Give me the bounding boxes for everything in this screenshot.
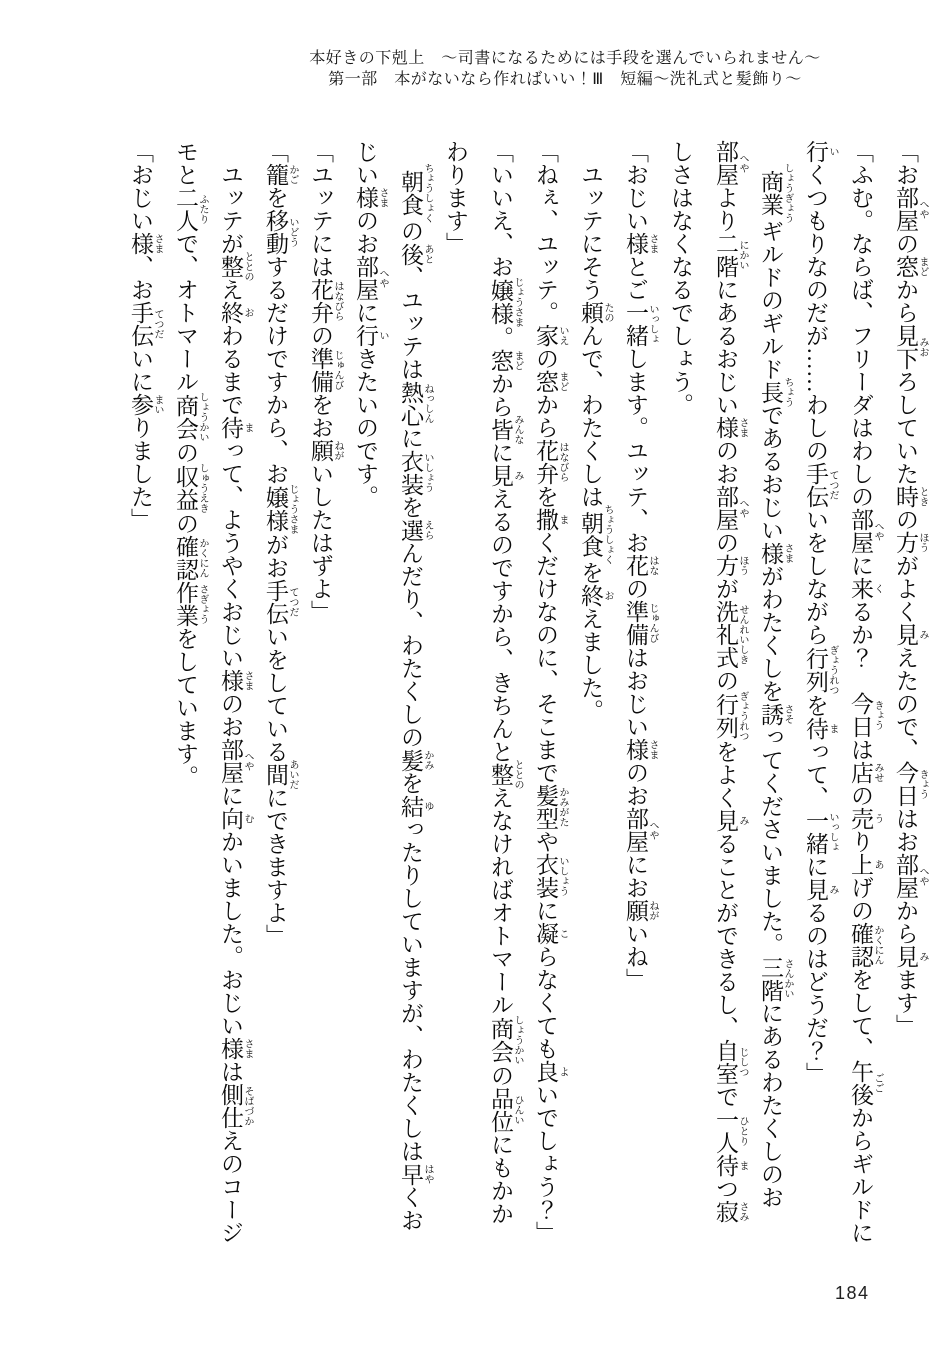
- ruby-annotated-text: 後 あと: [398, 242, 433, 266]
- ruby-annotated-text: 嬢様 じょうさま: [263, 484, 298, 534]
- paragraph: 「いいえ、お嬢様 じょうさま。窓 まどから皆 みんなに見 みえるのですから、きちんと整 ととのえなければオトマール商会 しょうかいの品位 ひんいにもかかわります」: [443, 140, 523, 1225]
- ruby-annotated-text: 朝食 ちょうしょく: [398, 163, 433, 223]
- paragraph: 「お部屋 へやの窓 まどから見下 みおろしていた時 ときの方 ほうがよく見 みえたので、今日 きょうはお部屋 へやから見 みます」: [893, 140, 928, 1037]
- ruby-annotated-text: 皆 みんな: [488, 414, 523, 445]
- ruby-annotated-text: 間 あいだ: [263, 759, 298, 790]
- paragraph: 朝食 ちょうしょくの後 あと、ユッテは熱心 ねっしんに衣装 いしょうを選 えらんだり、わたくしの髪 かみを結 ゆったりしていますが、わたくしは早 はやくおじい様 さまのお部屋 へやに行 いきたいのです。: [353, 140, 433, 1232]
- ruby-annotated-text: 行 い: [353, 324, 388, 347]
- paragraph: 「ふむ。ならば、フリーダはわしの部屋 へやに来 くるか？ 今日 きょうは店 みせの売 うり上 あげの確認 かくにんをして、午後 ごごからギルドに行 いくつもりなのだが……わしの手伝 てつだいをしながら行列 ぎょうれつを待 まって、一緒 いっしょに見 みるのはどうだ？」: [803, 140, 883, 1244]
- ruby-annotated-text: 準備 じゅんび: [308, 347, 343, 393]
- paragraph: 商業 しょうぎょうギルドのギルド長 ちょうであるおじい様 さまがわたくしを誘 さそってくださいました。三階 さんかいにあるわたくしのお部屋 へやより二階 にかいにあるおじい様 さまのお部屋 へやの方 ほうが洗礼式 せんれいしきの行列 ぎょうれつをよく見 みることができるし、自室 じしつで一人 ひとり待 まつ寂 さみしさはなくなるでしょう。: [668, 140, 793, 1223]
- ruby-annotated-text: 洗礼式 せんれいしき: [713, 600, 748, 669]
- ruby-annotated-text: 二階 にかい: [713, 232, 748, 278]
- ruby-annotated-text: 様 さま: [623, 232, 658, 255]
- ruby-annotated-text: 三階 さんかい: [758, 955, 793, 1002]
- ruby-annotated-text: 寂 さみ: [713, 1200, 748, 1223]
- ruby-annotated-text: 見 み: [893, 623, 928, 646]
- ruby-annotated-text: 部屋 へや: [713, 485, 748, 531]
- ruby-annotated-text: 確認 かくにん: [848, 922, 883, 968]
- ruby-annotated-text: 部屋 へや: [893, 186, 928, 232]
- ruby-annotated-text: 待 ま: [803, 717, 838, 740]
- ruby-annotated-text: 髪型 かみがた: [533, 784, 568, 830]
- running-header: [250, 48, 880, 90]
- page-number: 184: [835, 1283, 870, 1303]
- ruby-annotated-text: 上 あ: [848, 853, 883, 876]
- ruby-annotated-text: 整 ととの: [488, 759, 523, 790]
- ruby-annotated-text: 撒 ま: [533, 508, 568, 531]
- ruby-annotated-text: 窓 まど: [533, 370, 568, 393]
- ruby-annotated-text: 嬢様 じょうさま: [488, 277, 523, 327]
- ruby-annotated-text: 時 とき: [893, 485, 928, 508]
- ruby-annotated-text: 行列 ぎょうれつ: [803, 645, 838, 695]
- ruby-annotated-text: 様 さま: [623, 738, 658, 761]
- ruby-annotated-text: 籠 かご: [263, 163, 298, 186]
- ruby-annotated-text: 部屋 へや: [218, 738, 253, 784]
- paragraph: 「籠 かごを移動 いどうするだけですから、お嬢様 じょうさまがお手伝 てつだいをしている間 あいだにできますよ」: [263, 140, 298, 947]
- ruby-annotated-text: 髪 かみ: [398, 748, 433, 772]
- ruby-annotated-text: 良 よ: [533, 1060, 568, 1083]
- ruby-annotated-text: 商業 しょうぎょう: [758, 163, 793, 223]
- ruby-annotated-text: 見 み: [893, 945, 928, 968]
- ruby-annotated-text: 誘 さそ: [758, 702, 793, 726]
- book-title: 本好きの下剋上 ～司書になるためには手段を選んでいられません～: [309, 50, 821, 67]
- ruby-annotated-text: 見 み: [803, 878, 838, 901]
- ruby-annotated-text: 方 ほう: [893, 531, 928, 554]
- ruby-annotated-text: 一緒 いっしょ: [803, 809, 838, 855]
- ruby-annotated-text: 終 お: [218, 301, 253, 324]
- paragraph: 「ねぇ、ユッテ。家 いえの窓 まどから花弁 はなびらを撒 まくだけなのに、そこまで髪型 かみがたや衣装 いしょうに凝 こらなくても良 よいでしょう？」: [533, 140, 568, 1244]
- main-text: [118, 140, 928, 1244]
- ruby-annotated-text: 様 さま: [713, 416, 748, 439]
- ruby-annotated-text: 側仕 そばづか: [218, 1083, 253, 1129]
- ruby-annotated-text: 部屋 へや: [893, 853, 928, 899]
- ruby-annotated-text: 商会 しょうかい: [173, 392, 208, 442]
- ruby-annotated-text: 参 まい: [128, 393, 163, 416]
- ruby-annotated-text: 熱心 ねっしん: [398, 380, 433, 427]
- ruby-annotated-text: 部屋 へや: [623, 807, 658, 853]
- ruby-annotated-text: 整 ととの: [218, 251, 253, 282]
- ruby-annotated-text: 向 む: [218, 807, 253, 830]
- ruby-annotated-text: 終 お: [578, 584, 613, 607]
- ruby-annotated-text: 様 さま: [353, 186, 388, 209]
- ruby-annotated-text: 商会 しょうかい: [488, 1015, 523, 1065]
- ruby-annotated-text: 売 う: [848, 807, 883, 830]
- ruby-annotated-text: 見 み: [713, 809, 748, 832]
- ruby-annotated-text: 凝 こ: [533, 922, 568, 945]
- ruby-annotated-text: 一人 ひとり: [713, 1108, 748, 1154]
- ruby-annotated-text: 待 ま: [218, 416, 253, 439]
- ruby-annotated-text: 方 ほう: [713, 554, 748, 577]
- ruby-annotated-text: 確認 かくにん: [173, 535, 208, 581]
- ruby-annotated-text: 様 さま: [758, 541, 793, 565]
- ruby-annotated-text: 衣装 いしょう: [398, 449, 433, 496]
- ruby-annotated-text: 花 はな: [623, 554, 658, 577]
- ruby-annotated-text: 作業 さぎょう: [173, 581, 208, 627]
- ruby-annotated-text: 花弁 はなびら: [533, 439, 568, 485]
- ruby-annotated-text: 行列 ぎょうれつ: [713, 691, 748, 741]
- ruby-annotated-text: 早 はや: [398, 1162, 433, 1186]
- ruby-annotated-text: 午後 ごご: [848, 1060, 883, 1106]
- paragraph: 「おじい様 さまとご一緒 いっしょします。ユッテ、お花 はなの準備 じゅんびはおじい様 さまのお部屋 へやにお願 ねがいね」: [623, 140, 658, 991]
- ruby-annotated-text: 部屋 へや: [713, 140, 748, 186]
- ruby-annotated-text: 頼 たの: [578, 301, 613, 324]
- ruby-annotated-text: 見 み: [488, 464, 523, 487]
- ruby-annotated-text: 部屋 へや: [353, 255, 388, 301]
- ruby-annotated-text: 収益 しゅうえき: [173, 463, 208, 513]
- ruby-annotated-text: 行 い: [803, 140, 838, 163]
- ruby-annotated-text: 選 えら: [398, 518, 433, 542]
- volume-subtitle: 第一部 本がないなら作ればいい！Ⅲ 短編～洗礼式と髪飾り～: [328, 71, 802, 88]
- ruby-annotated-text: 今日 きょう: [893, 761, 928, 807]
- ruby-annotated-text: 様 さま: [218, 669, 253, 692]
- ruby-annotated-text: 窓 まど: [488, 349, 523, 372]
- ruby-annotated-text: 手伝 てつだ: [803, 462, 838, 508]
- paragraph: 「おじい様 さま、お手伝 てつだいに参 まいりました」: [128, 140, 163, 531]
- ruby-annotated-text: 長 ちょう: [758, 377, 793, 407]
- ruby-annotated-text: 待 ま: [713, 1154, 748, 1177]
- ruby-annotated-text: 様 さま: [218, 1037, 253, 1060]
- ruby-annotated-text: 衣装 いしょう: [533, 853, 568, 899]
- ruby-annotated-text: 今日 きょう: [848, 692, 883, 738]
- ruby-annotated-text: 花弁 はなびら: [308, 278, 343, 324]
- ruby-annotated-text: 店 みせ: [848, 761, 883, 784]
- ruby-annotated-text: 手伝 てつだ: [263, 579, 298, 625]
- ruby-annotated-text: 手伝 てつだ: [128, 301, 163, 347]
- ruby-annotated-text: 様 さま: [128, 232, 163, 255]
- ruby-annotated-text: 部屋 へや: [848, 508, 883, 554]
- ruby-annotated-text: 朝食 ちょうしょく: [578, 504, 613, 565]
- paragraph: ユッテにそう頼 たのんで、わたくしは朝食 ちょうしょくを終 おえました。: [578, 163, 613, 722]
- paragraph: 「ユッテには花弁 はなびらの準備 じゅんびをお願 ねがいしたはずよ」: [308, 140, 343, 623]
- ruby-annotated-text: 品位 ひんい: [488, 1087, 523, 1133]
- paragraph: ユッテが整 ととのえ終 おわるまで待 まって、ようやくおじい様 さまのお部屋 へやに向 むかいました。おじい様 さまは側仕 そばづかえのコージモと二人 ふたりで、オトマール商会 しょうかいの収益 しゅうえきの確認 かくにん作業 さぎょうをしています。: [173, 140, 253, 1244]
- ruby-annotated-text: 願 ねが: [308, 439, 343, 462]
- ruby-annotated-text: 自室 じしつ: [713, 1039, 748, 1085]
- ruby-annotated-text: 準備 じゅんび: [623, 600, 658, 646]
- ruby-annotated-text: 見下 みお: [893, 324, 928, 370]
- ruby-annotated-text: 一緒 いっしょ: [623, 301, 658, 347]
- ruby-annotated-text: 願 ねが: [623, 899, 658, 922]
- ruby-annotated-text: 移動 いどう: [263, 209, 298, 255]
- ruby-annotated-text: 結 ゆ: [398, 794, 433, 818]
- ruby-annotated-text: 窓 まど: [893, 255, 928, 278]
- ruby-annotated-text: 来 く: [848, 577, 883, 600]
- ruby-annotated-text: 家 いえ: [533, 324, 568, 347]
- ruby-annotated-text: 二人 ふたり: [173, 186, 208, 232]
